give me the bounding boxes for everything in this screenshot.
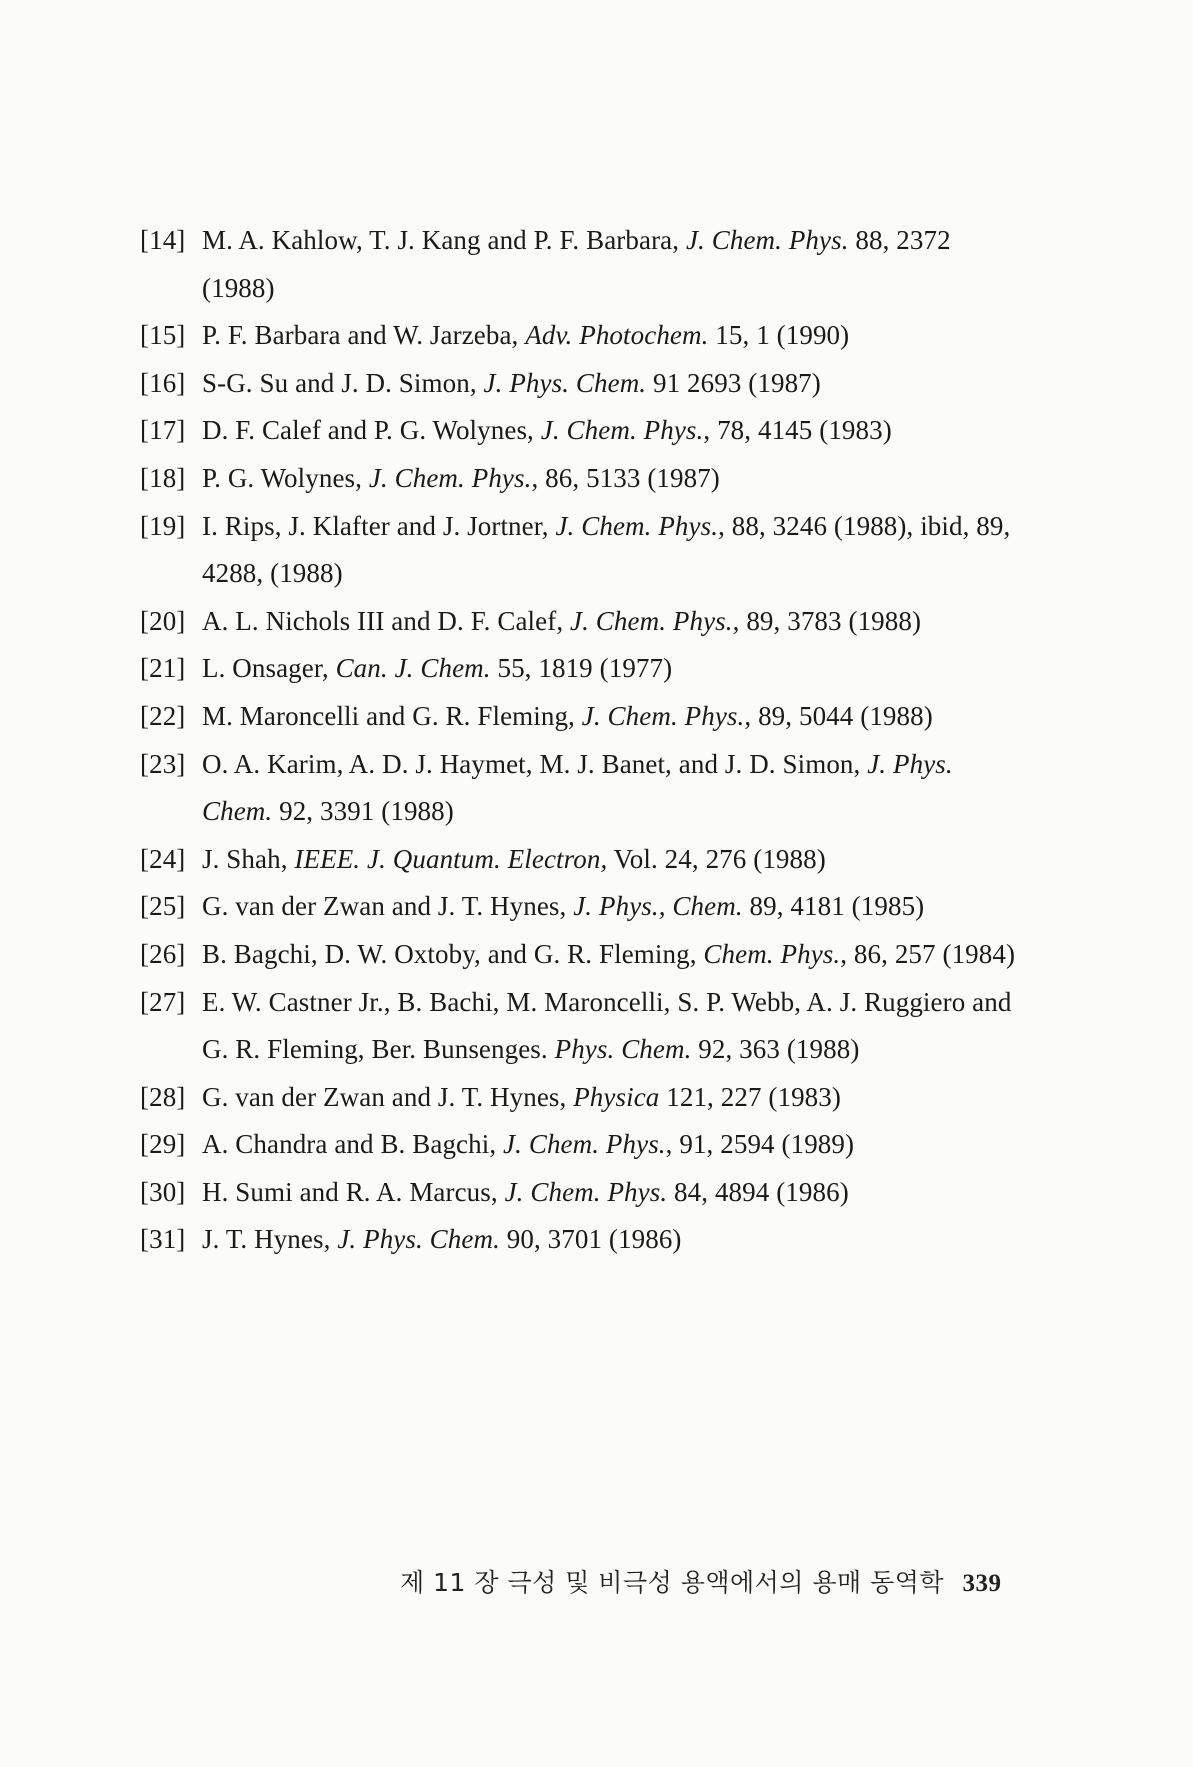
reference-item: [140, 503, 1020, 598]
journal-name: J. Phys. Chem.: [202, 748, 953, 827]
reference-item: [140, 883, 1020, 931]
reference-segment: 92, 3391 (1988): [272, 796, 454, 827]
reference-number: [18]: [140, 462, 186, 493]
reference-text: [202, 1216, 1020, 1264]
reference-number: [31]: [140, 1224, 186, 1255]
journal-name: Chem. Phys.: [703, 938, 841, 969]
reference-text: [202, 741, 1020, 836]
reference-segment: A. Chandra and B. Bagchi,: [202, 1129, 504, 1160]
journal-name: J. Phys., Chem.: [573, 891, 743, 922]
reference-text: [202, 1074, 1020, 1122]
reference-number: [23]: [140, 748, 186, 779]
reference-item: [140, 836, 1020, 884]
reference-number: [28]: [140, 1081, 186, 1112]
reference-item: [140, 693, 1020, 741]
journal-name: J. Chem. Phys.: [504, 1176, 668, 1207]
reference-segment: P. F. Barbara and W. Jarzeba,: [202, 320, 526, 351]
reference-segment: S-G. Su and J. D. Simon,: [202, 367, 484, 398]
reference-text: [202, 883, 1020, 931]
journal-name: Phys. Chem.: [554, 1034, 692, 1065]
reference-number: [27]: [140, 986, 186, 1017]
reference-text: [202, 693, 1020, 741]
reference-number: [25]: [140, 891, 186, 922]
journal-name: J. Chem. Phys.: [540, 415, 704, 446]
reference-number: [15]: [140, 320, 186, 351]
reference-segment: O. A. Karim, A. D. J. Haymet, M. J. Banet, and J. D. Simon,: [202, 748, 868, 779]
reference-item: [140, 1121, 1020, 1169]
reference-segment: , 86, 257 (1984): [840, 938, 1016, 969]
reference-text: [202, 598, 1020, 646]
reference-item: [140, 1169, 1020, 1217]
reference-item: [140, 455, 1020, 503]
reference-segment: , 88, 3246 (1988), ibid, 89, 4288, (1988): [202, 510, 1011, 589]
reference-number: [17]: [140, 415, 186, 446]
reference-segment: 121, 227 (1983): [659, 1081, 841, 1112]
journal-name: Physica: [573, 1081, 660, 1112]
reference-segment: H. Sumi and R. A. Marcus,: [202, 1176, 505, 1207]
reference-number: [20]: [140, 605, 186, 636]
reference-item: [140, 931, 1020, 979]
reference-text: [202, 503, 1020, 598]
reference-segment: , 78, 4145 (1983): [703, 415, 892, 446]
journal-name: IEEE. J. Quantum. Electron,: [294, 843, 608, 874]
reference-item: [140, 407, 1020, 455]
reference-item: [140, 1074, 1020, 1122]
reference-number: [29]: [140, 1129, 186, 1160]
reference-text: [202, 360, 1020, 408]
reference-number: [22]: [140, 700, 186, 731]
reference-item: [140, 217, 1020, 312]
reference-text: [202, 836, 1020, 884]
reference-item: [140, 312, 1020, 360]
reference-segment: 84, 4894 (1986): [667, 1176, 849, 1207]
page-footer: [400, 1563, 1002, 1599]
journal-name: J. Chem. Phys.: [503, 1129, 666, 1160]
reference-number: [26]: [140, 938, 186, 969]
reference-segment: G. van der Zwan and J. T. Hynes,: [202, 1081, 574, 1112]
reference-text: [202, 455, 1020, 503]
reference-item: [140, 598, 1020, 646]
reference-text: [202, 312, 1020, 360]
reference-segment: J. T. Hynes,: [202, 1224, 338, 1255]
reference-segment: L. Onsager,: [202, 653, 336, 684]
reference-text: [202, 217, 1020, 312]
journal-name: J. Phys. Chem.: [337, 1224, 500, 1255]
reference-segment: M. A. Kahlow, T. J. Kang and P. F. Barbara,: [202, 225, 686, 255]
reference-segment: , 91, 2594 (1989): [665, 1129, 855, 1160]
reference-item: [140, 741, 1020, 836]
reference-segment: M. Maroncelli and G. R. Fleming,: [202, 700, 582, 731]
reference-segment: I. Rips, J. Klafter and J. Jortner,: [202, 510, 556, 541]
chapter-title: 제 11 장 극성 및 비극성 용액에서의 용매 동역학: [400, 1568, 945, 1597]
journal-name: J. Chem. Phys.: [555, 510, 719, 541]
reference-segment: E. W. Castner Jr., B. Bachi, M. Maroncelli, S. P. Webb, A. J. Ruggiero and G. R. Fleming, Ber. Bunsenges.: [202, 986, 1012, 1065]
reference-text: [202, 931, 1020, 979]
reference-segment: B. Bagchi, D. W. Oxtoby, and G. R. Fleming,: [202, 938, 704, 969]
reference-segment: P. G. Wolynes,: [202, 462, 369, 493]
reference-item: [140, 1216, 1020, 1264]
reference-segment: 89, 4181 (1985): [742, 891, 925, 922]
reference-number: [24]: [140, 843, 186, 874]
reference-number: [21]: [140, 653, 186, 684]
reference-segment: 55, 1819 (1977): [490, 653, 673, 684]
reference-segment: A. L. Nichols III and D. F. Calef,: [202, 605, 571, 636]
reference-segment: 88, 2372 (1988): [202, 225, 951, 303]
reference-text: [202, 1169, 1020, 1217]
reference-number: [16]: [140, 367, 186, 398]
reference-number: [19]: [140, 510, 186, 541]
reference-text: [202, 1121, 1020, 1169]
reference-segment: D. F. Calef and P. G. Wolynes,: [202, 415, 541, 446]
reference-segment: , 89, 5044 (1988): [744, 700, 933, 731]
reference-segment: 15, 1 (1990): [708, 320, 850, 351]
reference-item: [140, 360, 1020, 408]
journal-name: J. Phys. Chem.: [483, 367, 647, 398]
journal-name: J. Chem. Phys.: [685, 225, 849, 255]
reference-text: [202, 645, 1020, 693]
reference-segment: , 86, 5133 (1987): [531, 462, 720, 493]
journal-name: J. Chem. Phys.: [368, 462, 532, 493]
reference-text: [202, 979, 1020, 1074]
reference-segment: G. van der Zwan and J. T. Hynes,: [202, 891, 574, 922]
reference-list: [140, 217, 1020, 1264]
journal-name: J. Chem. Phys.: [570, 605, 733, 636]
reference-segment: , 89, 3783 (1988): [732, 605, 922, 636]
reference-number: [30]: [140, 1176, 186, 1207]
reference-text: [202, 407, 1020, 455]
reference-item: [140, 645, 1020, 693]
reference-segment: 90, 3701 (1986): [499, 1224, 682, 1255]
reference-segment: 92, 363 (1988): [691, 1034, 860, 1065]
journal-name: Can. J. Chem.: [335, 653, 491, 684]
reference-segment: Vol. 24, 276 (1988): [607, 843, 826, 874]
reference-number: [14]: [140, 225, 186, 255]
journal-name: Adv. Photochem.: [525, 320, 709, 351]
reference-segment: J. Shah,: [202, 843, 295, 874]
reference-segment: 91 2693 (1987): [646, 367, 821, 398]
journal-name: J. Chem. Phys.: [581, 700, 745, 731]
reference-item: [140, 979, 1020, 1074]
page-number: 339: [962, 1570, 1002, 1597]
